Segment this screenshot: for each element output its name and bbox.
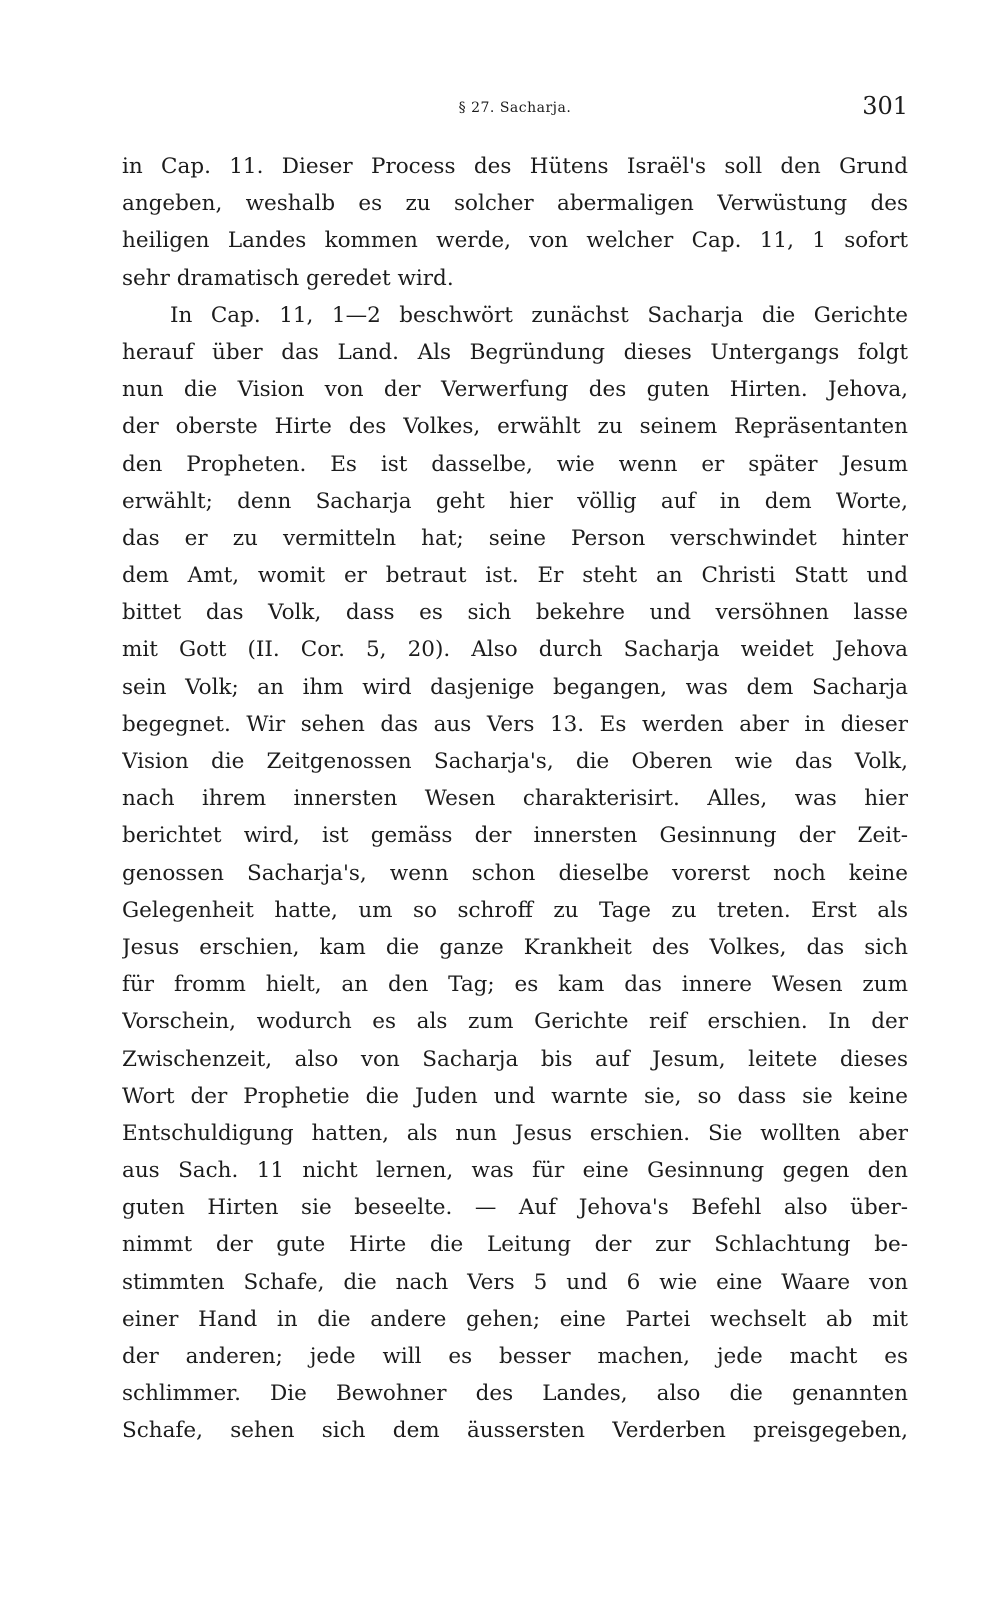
text-line: Vision die Zeitgenossen Sacharja's, die Oberen wie das Volk, (122, 749, 908, 774)
text-line: herauf über das Land. Als Begründung dieses Untergangs folgt (122, 339, 908, 365)
text-line: Jesus erschien, kam die ganze Krankheit des Volkes, das sich (122, 934, 908, 960)
text-line: einer Hand in die andere gehen; eine Partei wechselt ab mit (122, 1306, 908, 1332)
text-line: Vorschein, wodurch es als zum Gerichte reif erschien. In der (122, 1009, 908, 1035)
text-line: Entschuldigung hatten, als nun Jesus erschien. Sie wollten aber (122, 1120, 908, 1146)
text-line: schlimmer. Die Bewohner des Landes, also die genannten (122, 1381, 908, 1407)
text-line: der anderen; jede will es besser machen, jede macht es (122, 1344, 908, 1369)
text-line: Wort der Prophetie die Juden und warnte sie, so dass sie keine (122, 1083, 908, 1109)
body-text (122, 148, 908, 1450)
text-line: mit Gott (II. Cor. 5, 20). Also durch Sacharja weidet Jehova (122, 637, 908, 663)
text-line: in Cap. 11. Dieser Process des Hütens Israël's soll den Grund (122, 154, 908, 179)
text-line: der oberste Hirte des Volkes, erwählt zu seinem Repräsentanten (122, 414, 908, 440)
text-line: guten Hirten sie beseelte. — Auf Jehova's Befehl also über- (122, 1195, 908, 1221)
running-title: § 27. Sacharja. (458, 100, 572, 116)
text-line: genossen Sacharja's, wenn schon dieselbe vorerst noch keine (122, 860, 908, 886)
text-line: für fromm hielt, an den Tag; es kam das innere Wesen zum (122, 972, 908, 998)
text-line: erwählt; denn Sacharja geht hier völlig auf in dem Worte, (122, 488, 908, 514)
text-line: Gelegenheit hatte, um so schroff zu Tage zu treten. Erst als (122, 897, 908, 923)
text-line: begegnet. Wir sehen das aus Vers 13. Es werden aber in dieser (122, 711, 908, 737)
text-line: den Propheten. Es ist dasselbe, wie wenn er später Jesum (122, 451, 908, 477)
text-line: Schafe, sehen sich dem äussersten Verderben preisgegeben, (122, 1418, 908, 1444)
text-line: sehr dramatisch geredet wird. (122, 265, 454, 291)
text-line: stimmten Schafe, die nach Vers 5 und 6 wie eine Waare von (122, 1269, 908, 1295)
text-line: Zwischenzeit, also von Sacharja bis auf Jesum, leitete dieses (122, 1046, 908, 1072)
text-line: nun die Vision von der Verwerfung des guten Hirten. Jehova, (122, 377, 908, 403)
text-line: nimmt der gute Hirte die Leitung der zur Schlachtung be- (122, 1232, 908, 1258)
text-line: dem Amt, womit er betraut ist. Er steht an Christi Statt und (122, 563, 908, 589)
paragraph-start-line: In Cap. 11, 1—2 beschwört zunächst Sacharja die Gerichte (170, 302, 908, 328)
page-number: 301 (862, 92, 908, 120)
text-line: angeben, weshalb es zu solcher abermaligen Verwüstung des (122, 191, 908, 217)
text-line: aus Sach. 11 nicht lernen, was für eine Gesinnung gegen den (122, 1158, 908, 1184)
text-line: sein Volk; an ihm wird dasjenige begangen, was dem Sacharja (122, 674, 908, 700)
text-line: berichtet wird, ist gemäss der innersten Gesinnung der Zeit- (122, 823, 908, 849)
text-line: heiligen Landes kommen werde, von welcher Cap. 11, 1 sofort (122, 228, 908, 254)
text-line: nach ihrem innersten Wesen charakterisirt. Alles, was hier (122, 786, 908, 812)
running-head (122, 92, 908, 132)
text-line: das er zu vermitteln hat; seine Person verschwindet hinter (122, 525, 908, 551)
text-line: bittet das Volk, dass es sich bekehre und versöhnen lasse (122, 600, 908, 626)
